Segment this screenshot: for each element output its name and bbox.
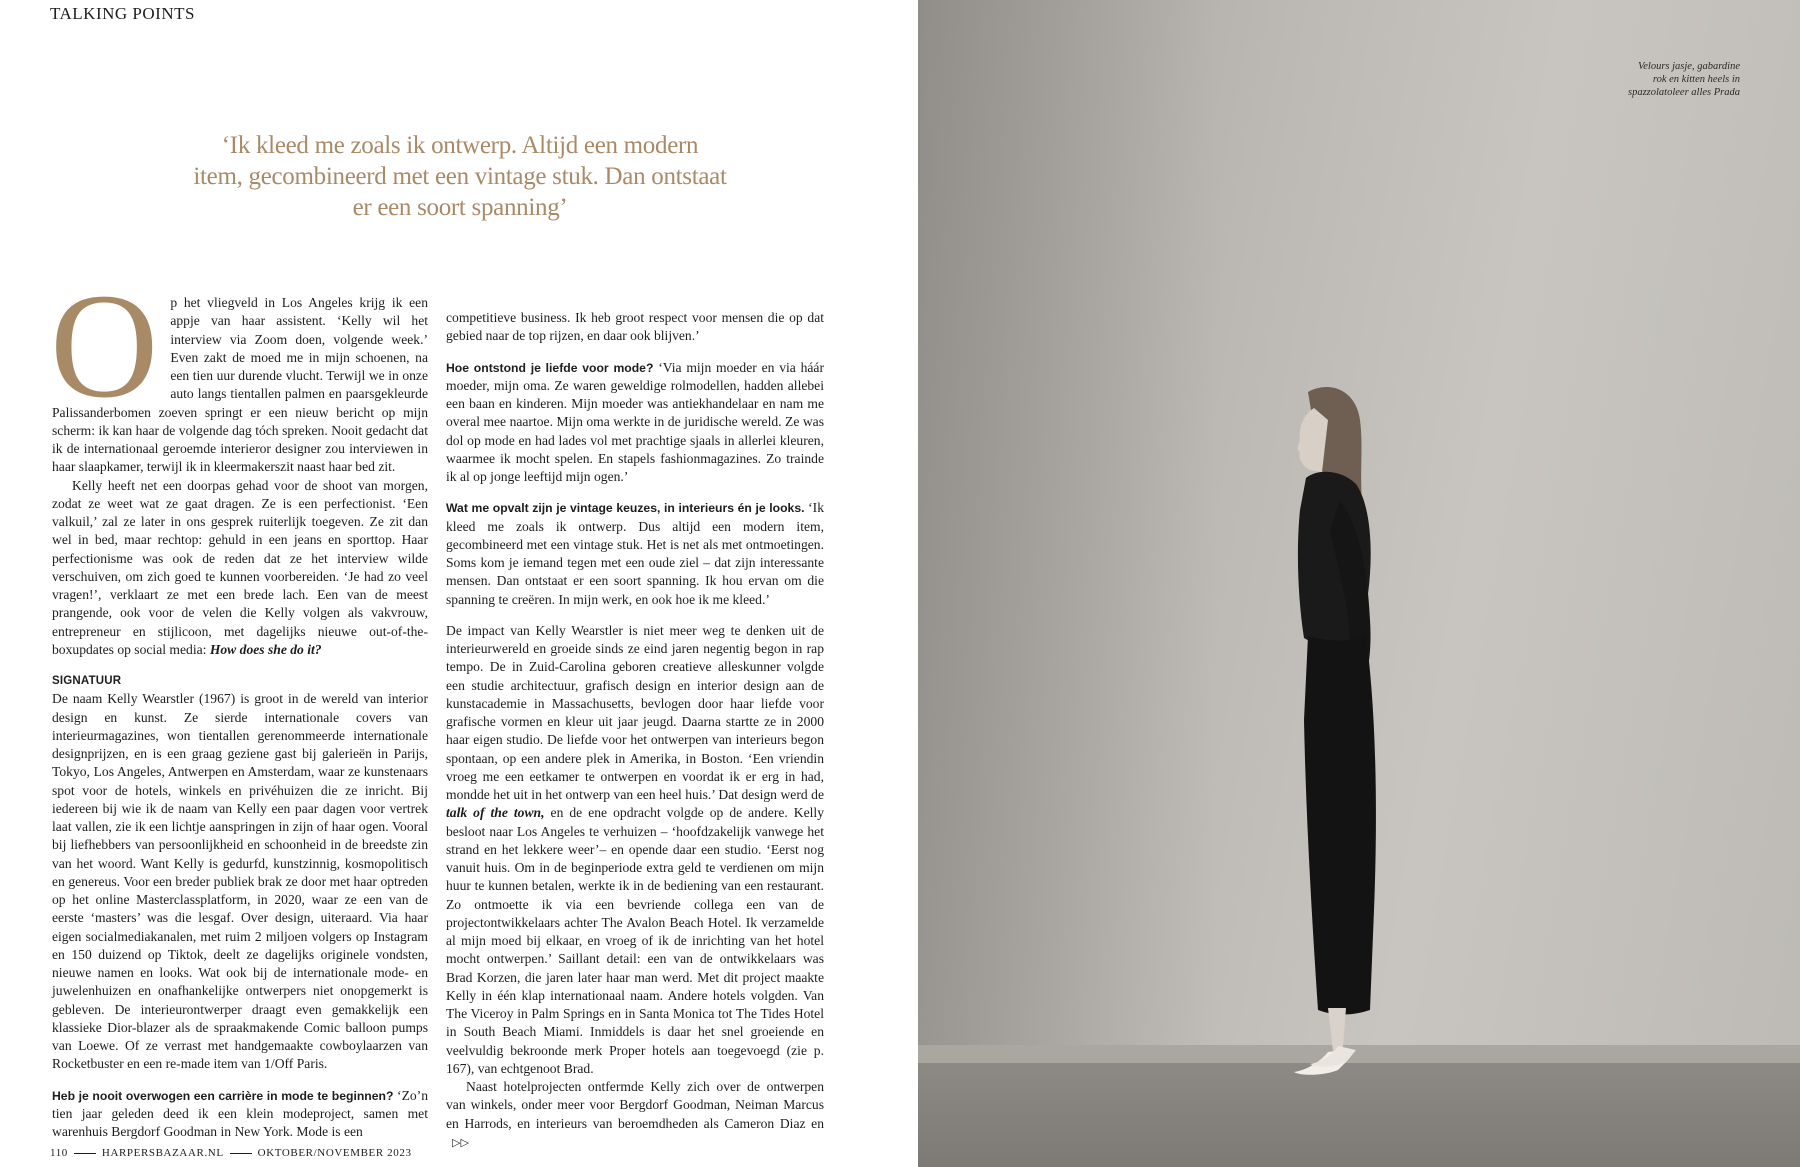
article-column-2 — [446, 309, 824, 1152]
paragraph: De impact van Kelly Wearstler is niet meer weg te denken uit de interieurwereld en groeide sinds ze eind jaren negentig begon in rap tempo. De in Zuid-Carolina geboren creatieve alleskunner volgde een studie architectuur, grafisch design en interior design aan de kunstacademie in Massachusetts, bevlogen door haar liefde voor grafische vormen en kleur uit jaar jeugd. Daarna startte ze in 2000 haar eigen studio. De liefde voor het ontwerpen van interieurs begon spontaan, op een andere plek in Amerika, in Boston. ‘Een vriendin vroeg me een eetkamer te ontwerpen en voordat ik er erg in had, mondde het uit in het ontwerp van een heel huis.’ Dat design werd de talk of the town, en de ene opdracht volgde op de andere. Kelly besloot naar Los Angeles te verhuizen – ‘hoofdzakelijk vanwege het strand en het lekkere weer’– en opende daar een studio. ‘Eerst nog vanuit huis. Om in de beginperiode extra geld te verdienen om mijn huur te kunnen betalen, werkte ik in de bediening van een restaurant. Zo ontmoette ik via een bevriende collega een van de projectontwikkelaars achter The Avalon Beach Hotel. Ik verzamelde al mijn moed bij elkaar, en vroeg of ik de inrichting van het hotel mocht ontwerpen.’ Saillant detail: een van de ontwikkelaars was Brad Korzen, die jaren later haar man werd. Met dit project maakte Kelly in één klap internationaal naam. Andere hotels volgden. Van The Viceroy in Palm Springs en in Santa Monica tot The Tides Hotel in South Beach Miami. Inmiddels is daar het snel groeiende en veelvuldig bekroonde merk Proper hotels aan toegevoegd (zie p. 167), van echtgenoot Brad. — [446, 622, 825, 1076]
wall-shadow — [918, 0, 1218, 1167]
page-footer — [50, 1147, 412, 1159]
footer-site: HARPERSBAZAAR.NL — [101, 1147, 224, 1159]
paragraph: Kelly heeft net een doorpas gehad voor de shoot van morgen, zodat ze weet wat ze gaat dragen. Ze is een perfectionist. ‘Een valkuil,’ zal ze later in ons gesprek ruiterlijk toegeven. Ze zit dan wel in bed, maar rechtop: gehuld in een jeans en sporttop. Haar perfectionisme was ook de reden dat ze het interview wilde verschuiven, om zich goed te kunnen voorbereiden. ‘Je had zo veel vragen!’, verklaart ze met een brede lach. Een van de meest prangende, ook voor de velen die Kelly volgen als vakvrouw, entrepreneur en stijlicoon, met dagelijks nieuwe out-of-the-boxupdates op social media: How does she do it? — [52, 477, 428, 657]
article-column-1 — [52, 256, 428, 1141]
photo-caption: Velours jasje, gabardine rok en kitten heels in spazzolatoleer alles Prada — [1628, 61, 1740, 98]
emphasis-text: talk of the town, — [446, 805, 545, 821]
interview-question: Hoe ontstond je liefde voor mode? — [446, 360, 654, 375]
interview-answer: Hoe ontstond je liefde voor mode? ‘Via mijn moeder en via háár moeder, mijn oma. Ze waren geweldige rolmodellen, hadden allebei een baan en kinderen. Mijn moeder was antiekhandelaar en nam me overal mee naartoe. Mijn oma werkte in de juridische wereld. Ze was dol op mode en had lades vol met prachtige sjaals in allerlei kleuren, waarmee ik mocht spelen. En stapels fashionmagazines. Zo trainde ik al op jonge leeftijd mijn ogen.’ — [446, 359, 824, 484]
pull-quote-line: er een soort spanning’ — [352, 194, 568, 221]
footer-rule — [230, 1153, 252, 1154]
page-number: 110 — [50, 1147, 68, 1159]
woman-figure-illustration — [1238, 380, 1398, 1080]
interview-answer: Heb je nooit overwogen een carrière in mode te beginnen? ‘Zo’n tien jaar geleden deed ik een klein modeproject, samen met warenhuis Bergdorf Goodman in New York. Mode is een — [52, 1087, 428, 1139]
footer-rule — [74, 1153, 96, 1154]
pull-quote — [140, 130, 780, 223]
paragraph: Naast hotelprojecten ontfermde Kelly zich over de ontwerpen van winkels, onder meer voor Bergdorf Goodman, Neiman Marcus en Harrods, en interieurs van beroemdheden als Cameron Diaz en ▷▷ — [446, 1079, 824, 1149]
skirt — [1304, 636, 1376, 1015]
paragraph: competitieve business. Ik heb groot respect voor mensen die op dat gebied naar de top rijzen, en daar ook blijven.’ — [446, 310, 824, 344]
continue-arrow-icon: ▷▷ — [452, 1136, 469, 1149]
photo-page — [918, 0, 1800, 1167]
paragraph: De naam Kelly Wearstler (1967) is groot in de wereld van interior design en kunst. Ze sierde internationale covers van interieurmagazines, won tientallen gerenommeerde internationale designprijzen, en is een graag geziene gast bij galerieën in Parijs, Tokyo, Los Angeles, Antwerpen en Amsterdam, waar ze kunstenaars spot voor de hotels, winkels en privéhuizen die ze inricht. Bij iedereen bij wie ik de naam van Kelly een paar dagen voor vertrek laat vallen, zie ik een lichtje aanspringen in zijn of haar ogen. Vooral bij liefhebbers van persoonlijkheid en schoonheid in de breedste zin van het woord. Want Kelly is gedurfd, kunstzinnig, kosmopolitisch en genereus. Voor een breder publiek brak ze door met haar optreden op het online Masterclassplatform, in 2020, waar ze een van de eerste ‘masters’ was die lesgaf. Over design, uiteraard. Via haar eigen socialmediakanalen, met ruim 2 miljoen volgers op Instagram en 150 duizend op Tiktok, deelt ze dagelijks originele vondsten, nieuwe namen en looks. Wat ook bij de internationale mode- en juwelenhuizen en onafhankelijke ontwerpers niet onopgemerkt is gebleven. De interieurontwerper draagt even gemakkelijk een klassieke Dior-blazer als de spraakmakende Comic balloon pumps van Loewe. Of ze verrast met handgemaakte cowboylaarzen van Rocketbuster en een re-made item van 1/Off Paris. — [52, 691, 428, 1072]
pull-quote-line: item, gecombineerd met een vintage stuk. Dan ontstaat — [193, 163, 727, 190]
emphasis-text: How does she do it? — [209, 641, 322, 657]
interview-question: Heb je nooit overwogen een carrière in mode te beginnen? — [52, 1088, 394, 1103]
interview-answer: Wat me opvalt zijn je vintage keuzes, in interieurs én je looks. ‘Ik kleed me zoals ik ontwerp. Dus altijd een modern item, gecombineerd met een vintage stuk. Het is net als met ontmoetingen. Soms kom je iemand tegen met een oude ziel – dat zijn interessante mensen. Dan ontstaat er een soort spanning. Ik hou ervan om die spanning te creëren. In mijn werk, en ook hoe ik me kleed.’ — [446, 500, 825, 607]
section-label: TALKING POINTS — [50, 4, 195, 23]
paragraph: p het vliegveld in Los Angeles krijg ik een appje van haar assistent. ‘Kelly wil het interview via Zoom doen, volgende week.’ Even zakt de moed me in mijn schoenen, na een tien uur durende vlucht. Terwijl we in onze auto langs tientallen palmen en paarsgekleurde Palissanderbomen zoeven springt er een nieuw bericht op mijn scherm: ik kan haar de volgende dag tóch spreken. Nooit gedacht dat ik de internationaal geroemde interieror designer zou interviewen in haar slaapkamer, terwijl ik in kleermakerszit naast haar bed zit. — [52, 295, 428, 475]
drop-cap: O — [50, 263, 159, 429]
interview-question: Wat me opvalt zijn je vintage keuzes, in interieurs én je looks. — [446, 501, 805, 516]
subheading: SIGNATUUR — [52, 675, 122, 687]
footer-issue: OKTOBER/NOVEMBER 2023 — [257, 1147, 412, 1159]
pull-quote-line: ‘Ik kleed me zoals ik ontwerp. Altijd een modern — [221, 132, 699, 159]
article-intro — [52, 256, 428, 477]
